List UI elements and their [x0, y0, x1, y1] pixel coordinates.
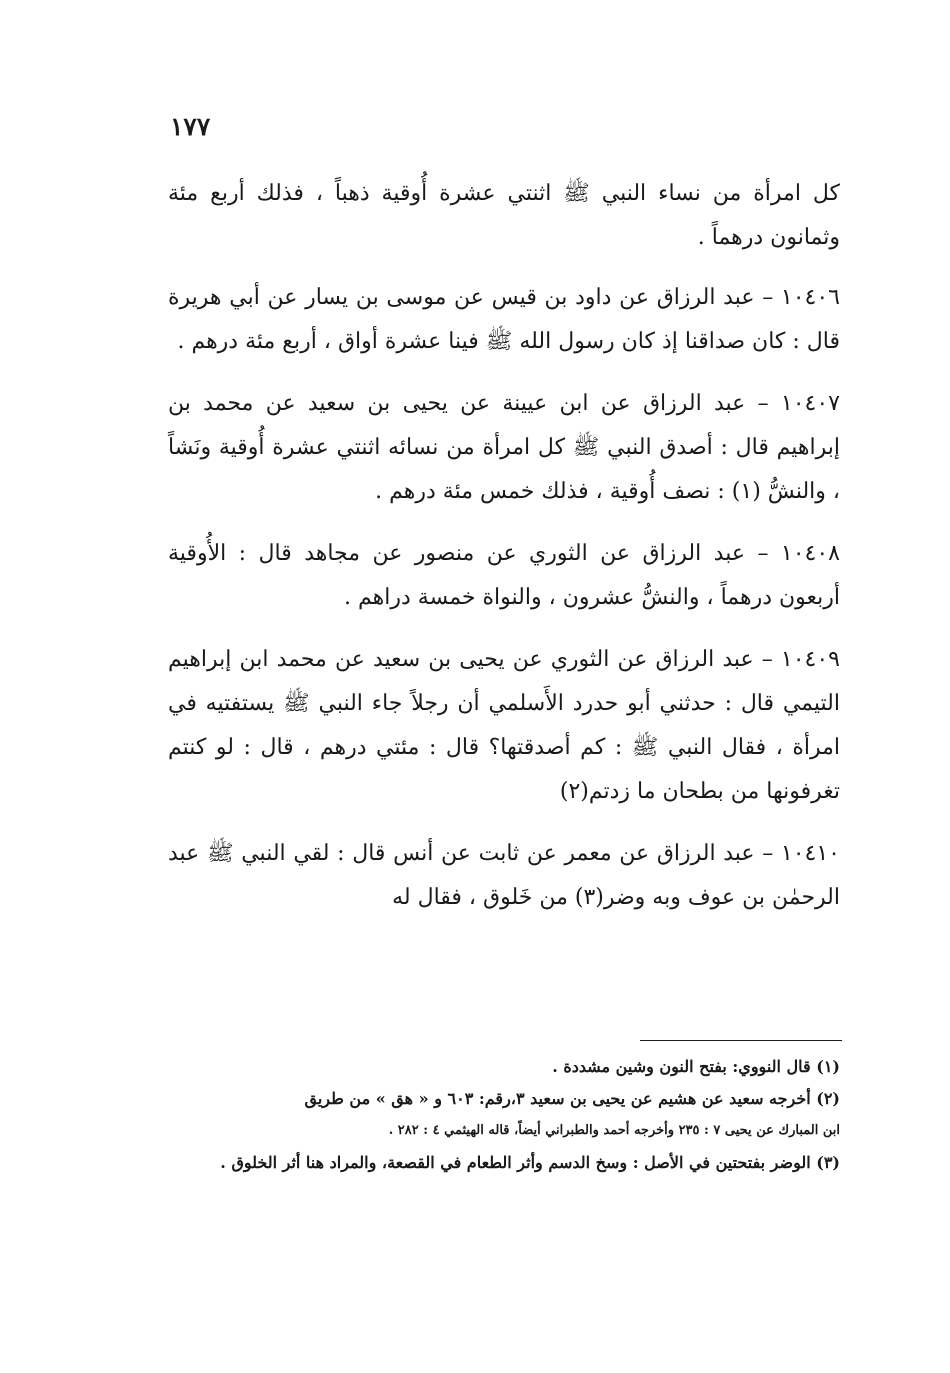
footnote-divider	[640, 1040, 842, 1041]
hadith-10409: ١٠٤٠٩ – عبد الرزاق عن الثوري عن يحيى بن سعيد عن محمد ابن إبراهيم التيمي قال : حدثني أبو حدرد الأَسلمي أن رجلاً جاء النبي ﷺ يستفتيه في امرأة ، فقال النبي ﷺ : كم أصدقتها؟ قال : مئتي درهم ، قال : لو كنتم تغرفونها من بطحان ما زدتم(٢)	[168, 647, 840, 804]
footnotes	[168, 1052, 840, 1180]
hadith-10408: ١٠٤٠٨ – عبد الرزاق عن الثوري عن منصور عن مجاهد قال : الأُوقية أربعون درهماً ، والنشُّ عشرون ، والنواة خمسة دراهم .	[168, 541, 840, 610]
footnote-2-continuation: ابن المبارك عن يحيى ٧ : ٢٣٥ وأخرجه أحمد والطبراني أيضاً، قاله الهيثمي ٤ : ٢٨٢ .	[388, 1123, 840, 1138]
footnote-3: (٣) الوضر بفتحتين في الأصل : وسخ الدسم وأثر الطعام في القصعة، والمراد هنا أثر الخلوق .	[220, 1153, 840, 1172]
hadith-10410: ١٠٤١٠ – عبد الرزاق عن معمر عن ثابت عن أنس قال : لقي النبي ﷺ عبد الرحمٰن بن عوف وبه وضر(٣) من خَلوق ، فقال له	[168, 841, 840, 910]
paragraph-continuation: كل امرأة من نساء النبي ﷺ اثنتي عشرة أُوقية ذهباً ، فذلك أربع مئة وثمانون درهماً .	[168, 181, 840, 250]
hadith-10407: ١٠٤٠٧ – عبد الرزاق عن ابن عيينة عن يحيى بن سعيد عن محمد بن إبراهيم قال : أصدق النبي ﷺ كل امرأة من نسائه اثنتي عشرة أُوقية ونَشاً ، والنشُّ (١) : نصف أُوقية ، فذلك خمس مئة درهم .	[168, 391, 840, 504]
footnote-1: (١) قال النووي: بفتح النون وشين مشددة .	[552, 1057, 840, 1076]
footnote-2: (٢) أخرجه سعيد عن هشيم عن يحيى بن سعيد ٣،رقم: ٦٠٣ و « هق » من طريق	[304, 1089, 840, 1108]
hadith-10406: ١٠٤٠٦ – عبد الرزاق عن داود بن قيس عن موسى بن يسار عن أبي هريرة قال : كان صداقنا إذ كان رسول الله ﷺ فينا عشرة أواق ، أربع مئة درهم .	[168, 285, 840, 354]
body-text	[168, 172, 840, 938]
page-number: ١٧٧	[170, 112, 211, 141]
